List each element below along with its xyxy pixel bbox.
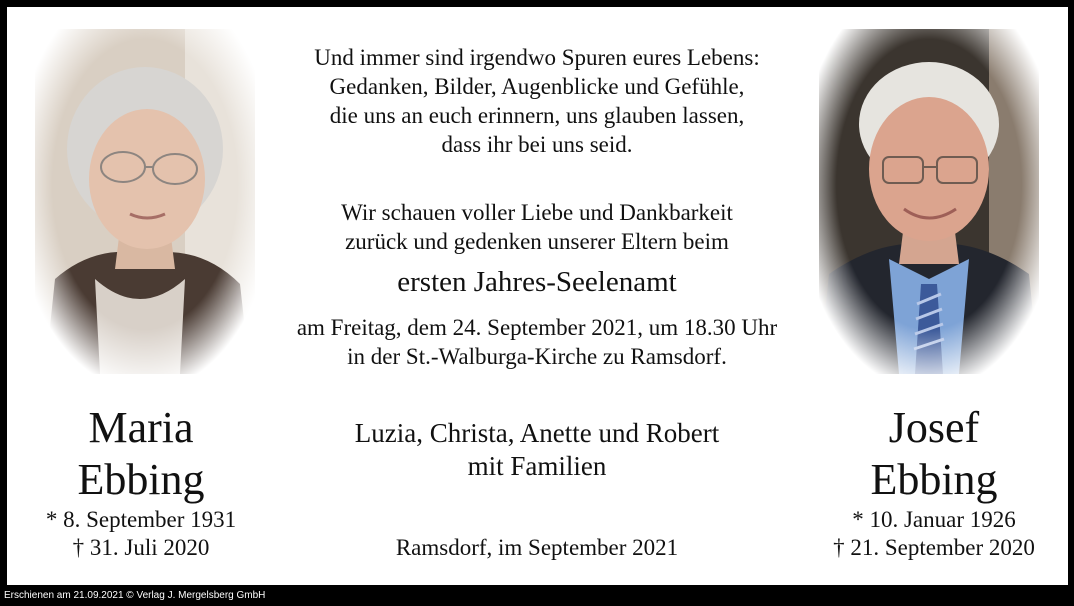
poem-line: Und immer sind irgendwo Spuren eures Lebens: — [314, 45, 760, 70]
publisher-footer: Erschienen am 21.09.2021 © Verlag J. Mergelsberg GmbH — [4, 590, 266, 601]
event-date-line: am Freitag, dem 24. September 2021, um 18.30 Uhr — [296, 315, 778, 340]
left-birth-date: * 8. September 1931 — [45, 507, 237, 532]
left-person — [11, 402, 271, 562]
right-death-date: † 21. September 2020 — [833, 535, 1035, 560]
left-first-name: Maria — [88, 403, 194, 452]
portrait-left — [35, 29, 255, 374]
left-death-date: † 31. Juli 2020 — [72, 535, 210, 560]
event-location-line: in der St.-Walburga-Kirche zu Ramsdorf. — [347, 344, 727, 369]
poem-line: die uns an euch erinnern, uns glauben lassen, — [329, 103, 745, 128]
poem-line: dass ihr bei uns seid. — [441, 132, 633, 157]
right-last-name: Ebbing — [870, 455, 998, 504]
event-title: ersten Jahres-Seelenamt — [397, 266, 677, 298]
thanks-line: Wir schauen voller Liebe und Dankbarkeit — [341, 200, 733, 225]
left-last-name: Ebbing — [77, 455, 205, 504]
signoff: Ramsdorf, im September 2021 — [395, 535, 679, 560]
family-names — [277, 417, 797, 483]
obituary-card — [7, 7, 1068, 585]
event-details — [277, 313, 797, 371]
thanks-line: zurück und gedenken unserer Eltern beim — [345, 229, 729, 254]
family-line: Luzia, Christa, Anette und Robert — [354, 418, 720, 448]
right-first-name: Josef — [888, 403, 980, 452]
poem-line: Gedanken, Bilder, Augenblicke und Gefühle, — [329, 74, 745, 99]
family-line: mit Familien — [467, 451, 607, 481]
poem — [277, 43, 797, 159]
right-person — [804, 402, 1064, 562]
thanks-text — [277, 198, 797, 256]
portrait-right — [819, 29, 1039, 374]
right-birth-date: * 10. Januar 1926 — [852, 507, 1016, 532]
